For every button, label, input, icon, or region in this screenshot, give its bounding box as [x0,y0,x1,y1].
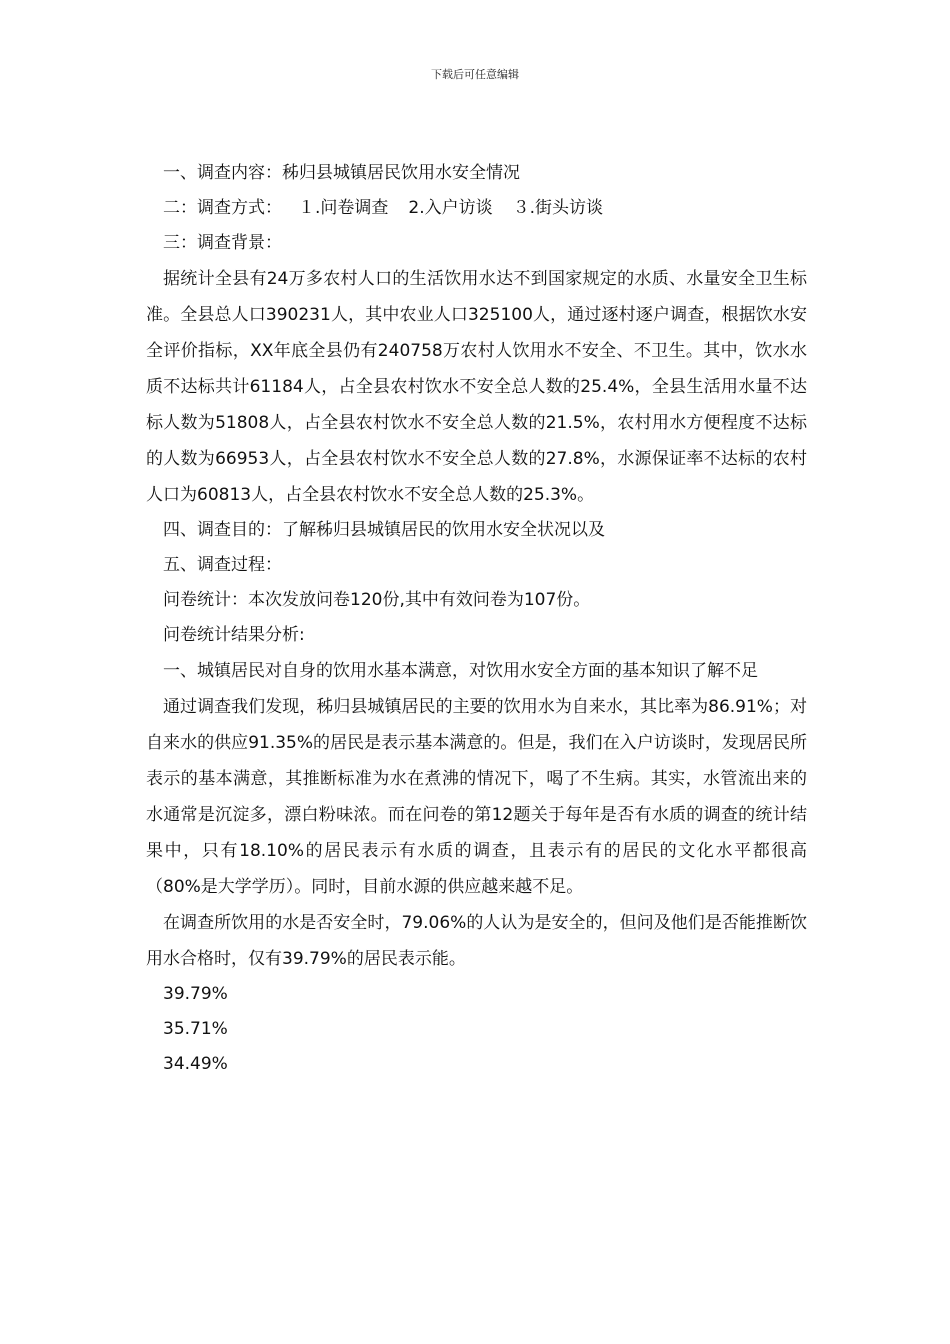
header-note: 下载后可任意编辑 [431,68,519,81]
finding-heading: 一、城镇居民对自身的饮用水基本满意，对饮用水安全方面的基本知识了解不足 [163,661,758,681]
section-survey-purpose: 四、调查目的：了解秭归县城镇居民的饮用水安全状况以及 [163,520,605,540]
section-survey-process: 五、调查过程： [163,555,282,575]
section-survey-method [146,191,807,226]
background-paragraph: 据统计全县有24万多农村人口的生活饮用水达不到国家规定的水质、水量安全卫生标准。全县总人口390231人，其中农业人口325100人，通过逐村逐户调查，根据饮水安全评价指标，XX年底全县仍有240758万农村人饮用水不安全、不卫生。其中，饮水水质不达标共计61184人，占全县农村饮水不安全总人数的25.4%，全县生活用水量不达标人数为51808人，占全县农村饮水不安全总人数的21.5%，农村用水方便程度不达标的人数为66953人，占全县农村饮水不安全总人数的27.8%，水源保证率不达标的农村人口为60813人，占全县农村饮水不安全总人数的25.3%。 [146,269,807,505]
percentage-value: 34.49% [163,1054,228,1074]
finding-paragraph: 通过调查我们发现，秭归县城镇居民的主要的饮用水为自来水，其比率为86.91%；对自来水的供应91.35%的居民是表示基本满意的。但是，我们在入户访谈时，发现居民所表示的基本满意，其推断标准为水在煮沸的情况下，喝了不生病。其实，水管流出来的水通常是沉淀多，漂白粉味浓。而在问卷的第12题关于每年是否有水质的调查的统计结果中，只有18.10%的居民表示有水质的调查，且表示有的居民的文化水平都很高（80%是大学学历）。同时，目前水源的供应越来越不足。 [146,697,807,897]
survey-method-item: ３.街头访谈 [512,198,604,218]
survey-method-label: 二：调查方式： [163,198,282,218]
survey-method-item: 2.入户访谈 [408,198,493,218]
document-body [146,156,807,1082]
survey-statistics: 问卷统计：本次发放问卷120份,其中有效问卷为107份。 [163,590,591,610]
section-survey-background: 三：调查背景： [163,233,282,253]
section-survey-content: 一、调查内容：秭归县城镇居民饮用水安全情况 [163,163,520,183]
finding-paragraph-2: 在调查所饮用的水是否安全时，79.06%的人认为是安全的，但问及他们是否能推断饮用水合格时，仅有39.79%的居民表示能。 [146,913,807,969]
survey-method-item: １.问卷调查 [298,198,389,218]
percentage-value: 35.71% [163,1019,228,1039]
percentage-value: 39.79% [163,984,228,1004]
analysis-title: 问卷统计结果分析: [163,625,305,645]
